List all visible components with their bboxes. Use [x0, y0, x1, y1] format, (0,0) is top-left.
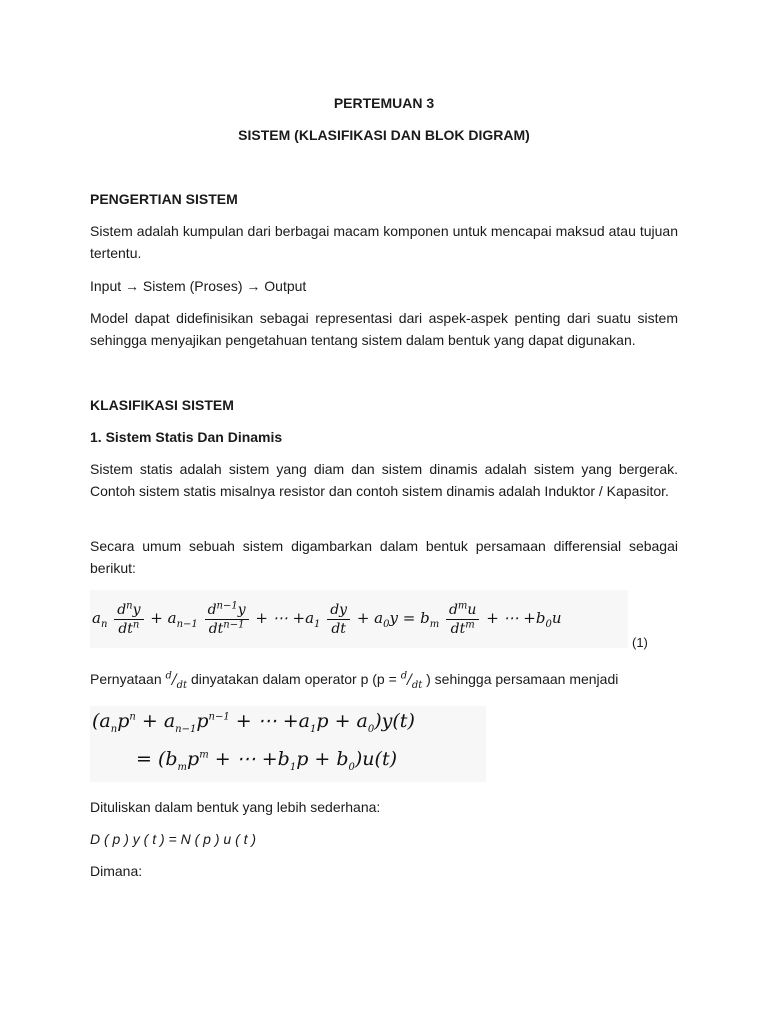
paragraph-operator	[90, 668, 678, 691]
equation-dpy-npu: D ( p ) y ( t ) = N ( p ) u ( t )	[90, 831, 257, 847]
paragraph-definition: Sistem adalah kumpulan dari berbagai macam komponen untuk mencapai maksud atau tujuan tertentu.	[90, 223, 678, 261]
operator-text-a: Pernyataan	[90, 671, 162, 687]
operator-text-b: dinyatakan dalam operator p (p =	[190, 671, 397, 687]
paragraph-sederhana: Dituliskan dalam bentuk yang lebih sederhana:	[90, 799, 381, 815]
paragraph-io: Input → Sistem (Proses) → Output	[90, 278, 307, 294]
page-title: PERTEMUAN 3	[333, 95, 435, 111]
operator-text-c: ) sehingga persamaan menjadi	[426, 671, 619, 687]
equation-1-image: $a_n$ $\frac{d^ny}{dt^n}$ + $a_{n-1}$ $\frac{d^{n-1}y}{dt^{n-1}}$ + ⋯ $+a_1$ $\frac{dy}{dt}$ + $a_0y = b_m$ $\frac{d^mu}{dt^m}$ + ⋯ $+b_0u$	[90, 590, 628, 648]
inline-d-dt-2: $^d/_{dt}$	[400, 670, 423, 691]
inline-d-dt-1: $^d/_{dt}$	[165, 670, 188, 691]
section-heading-pengertian: PENGERTIAN SISTEM	[90, 191, 238, 207]
page-subtitle: SISTEM (KLASIFIKASI DAN BLOK DIGRAM)	[238, 127, 530, 143]
equation-1-number: (1)	[632, 635, 648, 650]
paragraph-dimana: Dimana:	[90, 863, 143, 879]
subsection-heading-statis-dinamis: 1. Sistem Statis Dan Dinamis	[90, 429, 283, 445]
paragraph-persamaan: Secara umum sebuah sistem digambarkan dalam bentuk persamaan differensial sebagai berikut:	[90, 538, 678, 576]
paragraph-statis: Sistem statis adalah sistem yang diam dan sistem dinamis adalah sistem yang bergerak. Contoh sistem statis misalnya resistor dan contoh sistem dinamis adalah Induktor / Kapasitor.	[90, 461, 678, 499]
equation-operator-image: ($a_np^n + a_{n-1}p^{n-1}$ + ⋯ $+a_1p + a_0)y(t)$ = ($b_mp^m$ + ⋯ $+b_1p + b_0)u(t)$	[90, 706, 486, 782]
section-heading-klasifikasi: KLASIFIKASI SISTEM	[90, 397, 234, 413]
paragraph-model: Model dapat didefinisikan sebagai representasi dari aspek-aspek penting dari suatu sistem sehingga menyajikan pengetahuan tentang sistem dalam bentuk yang dapat digunakan.	[90, 310, 678, 348]
